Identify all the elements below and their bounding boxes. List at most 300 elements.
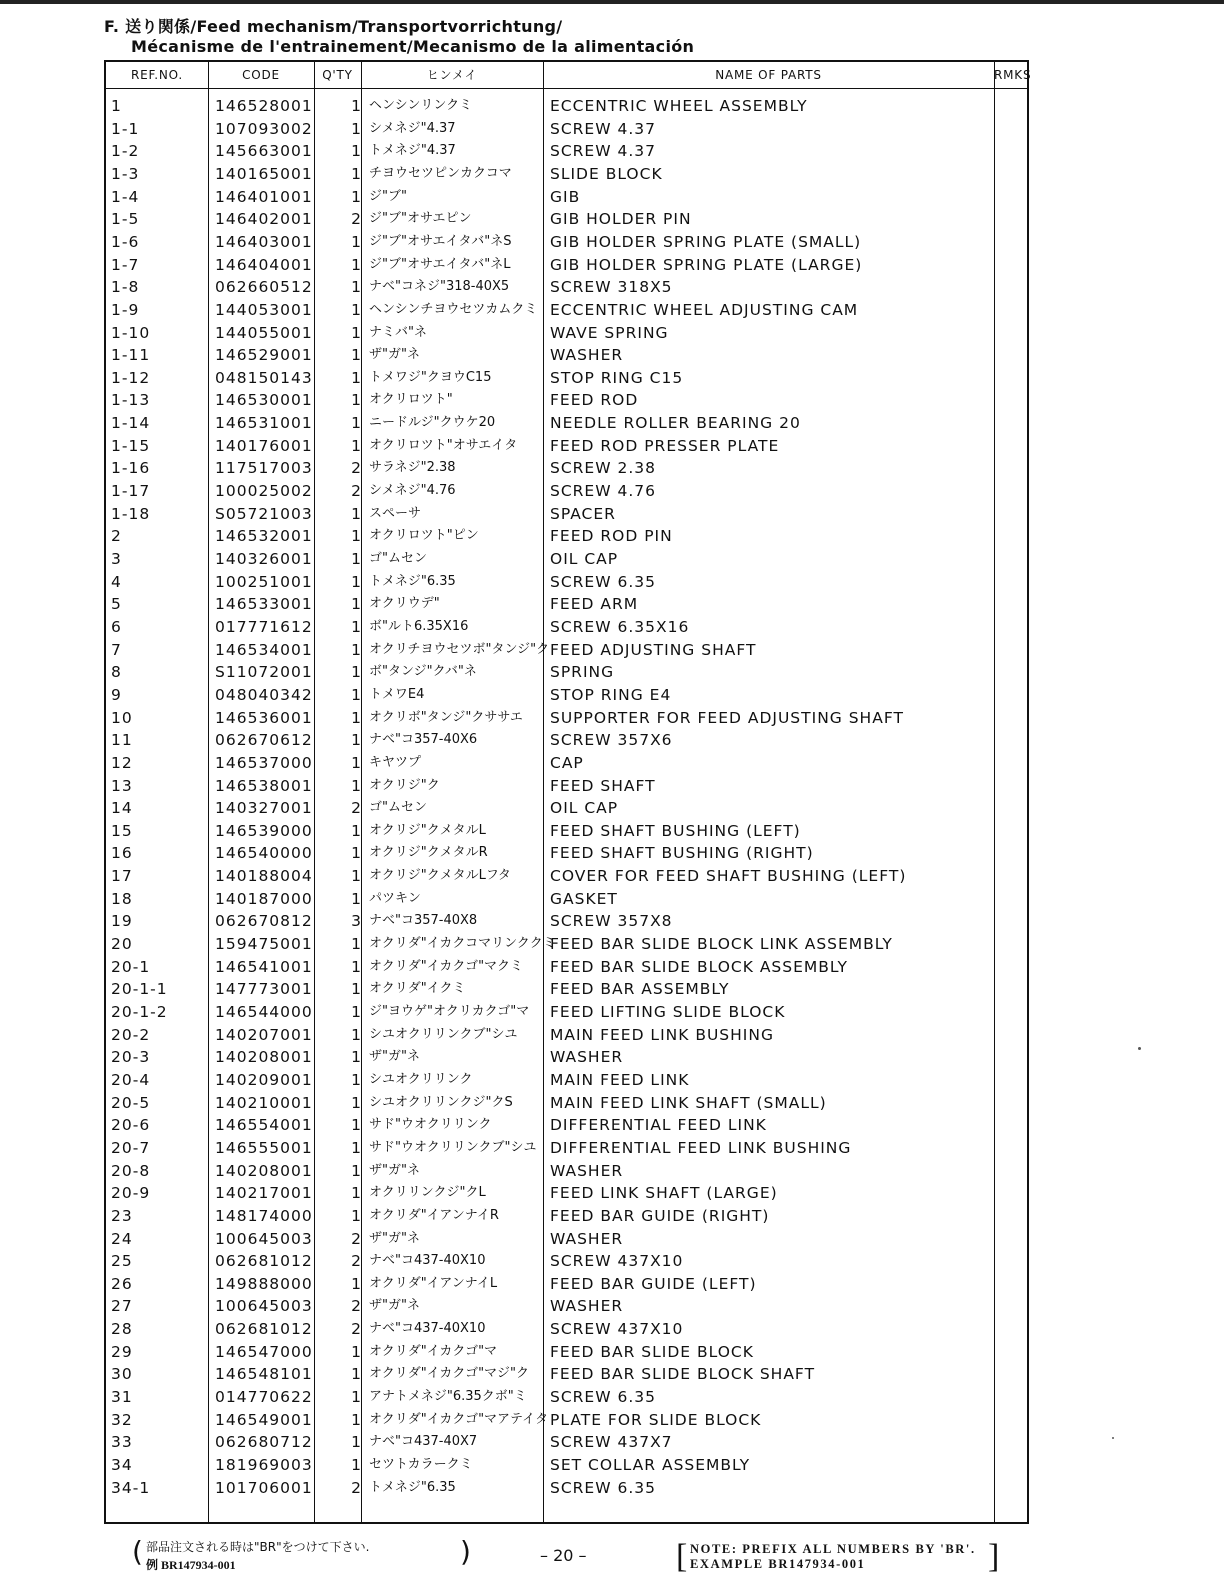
table-row: [106, 548, 1027, 571]
ref-cell: 1-1: [111, 119, 140, 138]
ref-cell: 1-14: [111, 414, 151, 433]
part-name-cell: SUPPORTER FOR FEED ADJUSTING SHAFT: [550, 708, 904, 727]
table-row: [106, 344, 1027, 367]
code-cell: 146404001: [215, 255, 313, 274]
ref-cell: 6: [111, 617, 122, 636]
part-name-cell: SCREW 357X6: [550, 731, 673, 750]
kana-name-cell: アナトメネジ"6.35クボ"ミ: [369, 1389, 527, 1405]
kana-name-cell: サド"ウオクリリンクブ"シユ: [369, 1139, 537, 1155]
part-name-cell: SCREW 357X8: [550, 912, 673, 931]
ref-cell: 4: [111, 572, 122, 591]
part-name-cell: SCREW 6.35X16: [550, 617, 690, 636]
table-row: [106, 775, 1027, 798]
ref-cell: 1-10: [111, 323, 151, 342]
qty-cell: 1: [351, 1093, 362, 1112]
english-prefix-note: [676, 1538, 1001, 1575]
code-cell: 147773001: [215, 980, 313, 999]
table-row: [106, 435, 1027, 458]
qty-cell: 1: [351, 1138, 362, 1157]
table-row: [106, 1001, 1027, 1024]
code-cell: 062660512: [215, 278, 313, 297]
qty-cell: 1: [351, 1206, 362, 1225]
kana-name-cell: ザ"ガ"ネ: [369, 1298, 420, 1314]
part-name-cell: DIFFERENTIAL FEED LINK BUSHING: [550, 1138, 852, 1157]
kana-name-cell: オクリチヨウセツボ"タンジ"ク: [369, 641, 550, 657]
code-cell: 146548101: [215, 1365, 313, 1384]
left-bracket-icon: [: [676, 1538, 689, 1575]
part-name-cell: CAP: [550, 753, 584, 772]
table-row: [106, 1228, 1027, 1251]
part-name-cell: MAIN FEED LINK: [550, 1070, 690, 1089]
part-name-cell: MAIN FEED LINK BUSHING: [550, 1025, 774, 1044]
qty-cell: 1: [351, 595, 362, 614]
kana-name-cell: シメネジ"4.37: [369, 120, 456, 136]
part-name-cell: SCREW 6.35: [550, 1478, 656, 1497]
code-cell: 146555001: [215, 1138, 313, 1157]
code-cell: 146402001: [215, 210, 313, 229]
part-name-cell: WASHER: [550, 1161, 624, 1180]
ref-cell: 1: [111, 97, 122, 115]
kana-name-cell: オクリジ"クメタルLフタ: [369, 868, 511, 884]
qty-cell: 1: [351, 1456, 362, 1474]
ref-cell: 20-2: [111, 1025, 151, 1044]
code-cell: 159475001: [215, 935, 313, 954]
part-name-cell: SCREW 4.37: [550, 142, 656, 161]
scan-speck: [1112, 1437, 1114, 1439]
part-name-cell: FEED LIFTING SLIDE BLOCK: [550, 1003, 786, 1021]
kana-name-cell: キヤツプ: [369, 754, 422, 770]
kana-name-cell: ジ"ブ": [369, 188, 407, 204]
qty-cell: 2: [351, 1297, 362, 1316]
ref-cell: 1-6: [111, 232, 140, 251]
table-row: [106, 571, 1027, 594]
part-name-cell: GIB: [550, 187, 581, 206]
right-bracket-icon: ]: [988, 1538, 1001, 1575]
part-name-cell: FEED ADJUSTING SHAFT: [550, 640, 757, 659]
code-cell: 146530001: [215, 391, 313, 410]
kana-name-cell: オクリダ"イクミ: [369, 981, 466, 997]
table-row: [106, 1137, 1027, 1160]
code-cell: 146541001: [215, 957, 313, 976]
part-name-cell: SCREW 437X10: [550, 1252, 684, 1271]
kana-name-cell: トメネジ"4.37: [369, 143, 456, 159]
part-name-cell: WASHER: [550, 1229, 624, 1248]
table-row: [106, 933, 1027, 956]
ref-cell: 1-2: [111, 142, 140, 161]
table-row: [106, 1250, 1027, 1273]
code-cell: S11072001: [215, 663, 313, 682]
ref-cell: 3: [111, 550, 122, 568]
code-cell: 146532001: [215, 527, 313, 546]
header-code: CODE: [242, 68, 280, 82]
qty-cell: 1: [351, 731, 362, 750]
ref-cell: 1-16: [111, 459, 151, 478]
note-line-2: EXAMPLE BR147934-001: [690, 1557, 866, 1571]
kana-name-cell: オクリロツト"オサエイタ: [369, 437, 518, 453]
kana-name-cell: トメネジ"6.35: [369, 1479, 456, 1495]
ref-cell: 20: [111, 935, 133, 954]
qty-cell: 1: [351, 436, 362, 455]
qty-cell: 1: [351, 889, 362, 908]
part-name-cell: FEED BAR SLIDE BLOCK: [550, 1342, 754, 1361]
code-cell: 140327001: [215, 799, 313, 818]
ref-cell: 1-13: [111, 391, 151, 410]
table-row: [106, 95, 1027, 118]
qty-cell: 1: [351, 957, 362, 976]
code-cell: 140207001: [215, 1025, 313, 1044]
part-name-cell: ECCENTRIC WHEEL ASSEMBLY: [550, 97, 808, 115]
ref-cell: 20-1: [111, 957, 151, 976]
qty-cell: 1: [351, 617, 362, 636]
part-name-cell: GIB HOLDER SPRING PLATE (LARGE): [550, 255, 863, 274]
code-cell: 146531001: [215, 414, 313, 433]
ref-cell: 1-12: [111, 368, 151, 387]
kana-name-cell: ジ"ブ"オサエイタバ"ネL: [369, 256, 511, 272]
qty-cell: 1: [351, 572, 362, 591]
kana-name-cell: ジ"ブ"オサエピン: [369, 211, 472, 227]
header-remarks: RMKS: [994, 68, 1032, 82]
kana-name-cell: ジ"ブ"オサエイタバ"ネS: [369, 233, 512, 249]
kana-name-cell: シメネジ"4.76: [369, 483, 456, 499]
qty-cell: 1: [351, 550, 362, 568]
part-name-cell: SPACER: [550, 504, 616, 523]
kana-name-cell: オクリジ"クメタルR: [369, 845, 488, 861]
ref-cell: 1-11: [111, 346, 151, 365]
table-row: [106, 978, 1027, 1001]
ref-cell: 12: [111, 753, 133, 772]
part-name-cell: SCREW 4.76: [550, 482, 656, 501]
code-cell: 146533001: [215, 595, 313, 614]
kana-name-cell: チヨウセツピンカクコマ: [369, 165, 512, 181]
ref-cell: 20-7: [111, 1138, 151, 1157]
kana-name-cell: ナベ"コ357-40X8: [369, 913, 478, 929]
code-cell: 140176001: [215, 436, 313, 455]
qty-cell: 1: [351, 119, 362, 138]
part-name-cell: STOP RING E4: [550, 685, 672, 704]
kana-name-cell: ナベ"コネジ"318-40X5: [369, 279, 510, 295]
kana-name-cell: オクリダ"イアンナイL: [369, 1275, 498, 1291]
kana-name-cell: スペーサ: [369, 505, 422, 521]
table-row: [106, 842, 1027, 865]
kana-name-cell: オクリボ"タンジ"クササエ: [369, 709, 523, 725]
code-cell: 062681012: [215, 1320, 313, 1339]
ref-cell: 20-8: [111, 1161, 151, 1180]
kana-name-cell: オクリロツト"ピン: [369, 528, 479, 544]
part-name-cell: ECCENTRIC WHEEL ADJUSTING CAM: [550, 300, 859, 319]
code-cell: 140217001: [215, 1184, 313, 1203]
table-row: [106, 1182, 1027, 1205]
header-name-of-parts: NAME OF PARTS: [715, 68, 822, 82]
part-name-cell: GIB HOLDER SPRING PLATE (SMALL): [550, 232, 862, 251]
qty-cell: 1: [351, 776, 362, 795]
table-row: [106, 797, 1027, 820]
ref-cell: 20-9: [111, 1184, 151, 1203]
code-cell: 062681012: [215, 1252, 313, 1271]
table-row: [106, 956, 1027, 979]
part-name-cell: SCREW 6.35: [550, 1388, 656, 1407]
kana-name-cell: ナベ"コ437-40X10: [369, 1321, 486, 1337]
code-cell: 062670812: [215, 912, 313, 931]
part-name-cell: SET COLLAR ASSEMBLY: [550, 1456, 751, 1474]
code-cell: 014770622: [215, 1388, 313, 1407]
ref-cell: 20-1-1: [111, 980, 168, 999]
ref-cell: 31: [111, 1388, 133, 1407]
page-title: [104, 17, 694, 57]
table-row: [106, 910, 1027, 933]
kana-name-cell: ボ"ルト6.35X16: [369, 618, 469, 634]
code-cell: 140187000: [215, 889, 313, 908]
table-row: [106, 254, 1027, 277]
part-name-cell: FEED ARM: [550, 595, 639, 614]
ref-cell: 20-1-2: [111, 1003, 168, 1021]
part-name-cell: FEED ROD PRESSER PLATE: [550, 436, 780, 455]
kana-name-cell: トメワE4: [369, 686, 425, 702]
table-row: [106, 888, 1027, 911]
part-name-cell: SCREW 437X10: [550, 1320, 684, 1339]
kana-name-cell: ザ"ガ"ネ: [369, 1230, 420, 1246]
code-cell: 140208001: [215, 1161, 313, 1180]
part-name-cell: OIL CAP: [550, 550, 619, 568]
part-name-cell: FEED BAR ASSEMBLY: [550, 980, 730, 999]
table-row: [106, 525, 1027, 548]
table-row: [106, 616, 1027, 639]
kana-name-cell: トメネジ"6.35: [369, 573, 456, 589]
code-cell: 146403001: [215, 232, 313, 251]
right-bracket-icon: ): [460, 1535, 471, 1568]
qty-cell: 1: [351, 232, 362, 251]
code-cell: 117517003: [215, 459, 313, 478]
qty-cell: 1: [351, 708, 362, 727]
table-row: [106, 1024, 1027, 1047]
kana-name-cell: オクリダ"イカクゴ"マジ"ク: [369, 1366, 530, 1382]
code-cell: 146536001: [215, 708, 313, 727]
ref-cell: 1-9: [111, 300, 140, 319]
kana-name-cell: オクリダ"イカクコマリンククミ: [369, 936, 556, 952]
ref-cell: 32: [111, 1410, 133, 1429]
qty-cell: 2: [351, 1252, 362, 1271]
title-line-1: F. 送り関係/Feed mechanism/Transportvorrichtung/: [104, 17, 563, 36]
kana-name-cell: ヘンシンリンクミ: [369, 98, 473, 113]
code-cell: 146529001: [215, 346, 313, 365]
part-name-cell: SCREW 437X7: [550, 1433, 673, 1452]
kana-name-cell: ザ"ガ"ネ: [369, 347, 420, 363]
qty-cell: 1: [351, 346, 362, 365]
code-cell: 149888000: [215, 1274, 313, 1293]
qty-cell: 1: [351, 1410, 362, 1429]
part-name-cell: SLIDE BLOCK: [550, 164, 663, 183]
qty-cell: 1: [351, 1048, 362, 1067]
table-row: [106, 1386, 1027, 1409]
qty-cell: 2: [351, 1229, 362, 1248]
kana-name-cell: オクリダ"イカクゴ"マクミ: [369, 958, 524, 974]
left-bracket-icon: (: [132, 1535, 143, 1568]
part-name-cell: SCREW 2.38: [550, 459, 656, 478]
qty-cell: 1: [351, 278, 362, 297]
part-name-cell: SPRING: [550, 663, 615, 682]
part-name-cell: DIFFERENTIAL FEED LINK: [550, 1116, 767, 1135]
code-cell: 140210001: [215, 1093, 313, 1112]
code-cell: 140209001: [215, 1070, 313, 1089]
code-cell: 140326001: [215, 550, 313, 568]
part-name-cell: FEED SHAFT BUSHING (RIGHT): [550, 844, 814, 863]
ref-cell: 34-1: [111, 1478, 151, 1497]
ref-cell: 11: [111, 731, 133, 750]
qty-cell: 1: [351, 1003, 362, 1021]
qty-cell: 2: [351, 1478, 362, 1497]
ref-cell: 23: [111, 1206, 133, 1225]
qty-cell: 1: [351, 255, 362, 274]
table-row: [106, 1160, 1027, 1183]
jp-note-line-2: 例 BR147934-001: [146, 1558, 236, 1572]
kana-name-cell: ナベ"コ437-40X10: [369, 1253, 486, 1269]
table-row: [106, 118, 1027, 141]
qty-cell: 1: [351, 1274, 362, 1293]
table-row: [106, 661, 1027, 684]
code-cell: 144053001: [215, 300, 313, 319]
code-cell: 017771612: [215, 617, 313, 636]
table-row: [106, 820, 1027, 843]
code-cell: 144055001: [215, 323, 313, 342]
table-row: [106, 140, 1027, 163]
code-cell: 100251001: [215, 572, 313, 591]
table-row: [106, 1273, 1027, 1296]
qty-cell: 1: [351, 164, 362, 183]
kana-name-cell: ニードルジ"クウケ20: [369, 415, 496, 431]
ref-cell: 14: [111, 799, 133, 818]
part-name-cell: FEED LINK SHAFT (LARGE): [550, 1184, 778, 1203]
qty-cell: 1: [351, 1116, 362, 1135]
table-row: [106, 389, 1027, 412]
title-line-2: Mécanisme de l'entrainement/Mecanismo de la alimentación: [131, 37, 695, 56]
table-row: [106, 412, 1027, 435]
ref-cell: 27: [111, 1297, 133, 1316]
ref-cell: 13: [111, 776, 133, 795]
table-row: [106, 457, 1027, 480]
part-name-cell: SCREW 6.35: [550, 572, 656, 591]
kana-name-cell: セツトカラークミ: [369, 1457, 473, 1472]
part-name-cell: FEED BAR SLIDE BLOCK LINK ASSEMBLY: [550, 935, 893, 954]
part-name-cell: GIB HOLDER PIN: [550, 210, 692, 229]
code-cell: 062680712: [215, 1433, 313, 1452]
qty-cell: 1: [351, 97, 362, 115]
table-row: [106, 752, 1027, 775]
table-row: [106, 299, 1027, 322]
part-name-cell: FEED BAR GUIDE (LEFT): [550, 1274, 757, 1293]
kana-name-cell: ヘンシンチヨウセツカムクミ: [369, 301, 538, 317]
table-row: [106, 276, 1027, 299]
ref-cell: 1-15: [111, 436, 151, 455]
ref-cell: 20-3: [111, 1048, 151, 1067]
qty-cell: 2: [351, 1320, 362, 1339]
qty-cell: 1: [351, 753, 362, 772]
code-cell: 146528001: [215, 97, 313, 115]
table-row: [106, 1114, 1027, 1137]
kana-name-cell: オクリロツト": [369, 392, 453, 408]
code-cell: 101706001: [215, 1478, 313, 1497]
ref-cell: 26: [111, 1274, 133, 1293]
header-ref-no: REF.NO.: [130, 68, 184, 82]
qty-cell: 2: [351, 799, 362, 818]
ref-cell: 33: [111, 1433, 133, 1452]
parts-table: [104, 60, 1032, 1524]
ref-cell: 29: [111, 1342, 133, 1361]
code-cell: 146401001: [215, 187, 313, 206]
kana-name-cell: シユオクリリンクブ"シユ: [369, 1026, 518, 1042]
kana-name-cell: サラネジ"2.38: [369, 460, 456, 476]
part-name-cell: FEED ROD PIN: [550, 527, 673, 546]
ref-cell: 1-4: [111, 187, 140, 206]
code-cell: 146540000: [215, 844, 313, 863]
table-row: [106, 503, 1027, 526]
code-cell: 048040342: [215, 685, 313, 704]
kana-name-cell: ザ"ガ"ネ: [369, 1162, 420, 1178]
code-cell: 148174000: [215, 1206, 313, 1225]
kana-name-cell: ボ"タンジ"クバ"ネ: [369, 664, 477, 680]
qty-cell: 1: [351, 414, 362, 433]
ref-cell: 7: [111, 640, 122, 659]
qty-cell: 1: [351, 504, 362, 523]
part-name-cell: FEED SHAFT: [550, 776, 656, 795]
part-name-cell: WAVE SPRING: [550, 323, 669, 342]
ref-cell: 1-18: [111, 504, 151, 523]
part-name-cell: MAIN FEED LINK SHAFT (SMALL): [550, 1093, 827, 1112]
qty-cell: 1: [351, 980, 362, 999]
scan-speck: [1138, 1047, 1141, 1050]
kana-name-cell: オクリダ"イカクゴ"マ: [369, 1343, 498, 1359]
part-name-cell: FEED BAR SLIDE BLOCK ASSEMBLY: [550, 957, 848, 976]
part-name-cell: FEED BAR GUIDE (RIGHT): [550, 1206, 770, 1225]
table-row: [106, 593, 1027, 616]
code-cell: 140208001: [215, 1048, 313, 1067]
part-name-cell: WASHER: [550, 1297, 624, 1316]
part-name-cell: SCREW 4.37: [550, 119, 656, 138]
qty-cell: 1: [351, 935, 362, 954]
qty-cell: 2: [351, 482, 362, 501]
qty-cell: 1: [351, 821, 362, 840]
qty-cell: 1: [351, 323, 362, 342]
kana-name-cell: ザ"ガ"ネ: [369, 1049, 420, 1065]
table-row: [106, 1295, 1027, 1318]
kana-name-cell: シユオクリリンク: [369, 1071, 473, 1087]
qty-cell: 1: [351, 1025, 362, 1044]
table-row: [106, 1318, 1027, 1341]
code-cell: 146554001: [215, 1116, 313, 1135]
code-cell: 140165001: [215, 164, 313, 183]
code-cell: S05721003: [215, 504, 313, 523]
table-row: [106, 707, 1027, 730]
part-name-cell: FEED BAR SLIDE BLOCK SHAFT: [550, 1365, 816, 1384]
ref-cell: 1-17: [111, 482, 151, 501]
table-row: [106, 1046, 1027, 1069]
code-cell: 145663001: [215, 142, 313, 161]
qty-cell: 1: [351, 1342, 362, 1361]
japanese-order-note: [132, 1535, 471, 1574]
qty-cell: 2: [351, 459, 362, 478]
code-cell: 181969003: [215, 1456, 313, 1474]
ref-cell: 25: [111, 1252, 133, 1271]
table-row: [106, 1409, 1027, 1432]
kana-name-cell: ゴ"ムセン: [369, 800, 427, 816]
ref-cell: 28: [111, 1320, 133, 1339]
table-row: [106, 1341, 1027, 1364]
note-line-1: NOTE: PREFIX ALL NUMBERS BY 'BR'.: [690, 1542, 976, 1556]
ref-cell: 20-6: [111, 1116, 151, 1135]
table-row: [106, 322, 1027, 345]
qty-cell: 1: [351, 1070, 362, 1089]
ref-cell: 19: [111, 912, 133, 931]
kana-name-cell: シユオクリリンクジ"クS: [369, 1094, 513, 1110]
kana-name-cell: オクリジ"ク: [369, 777, 440, 793]
